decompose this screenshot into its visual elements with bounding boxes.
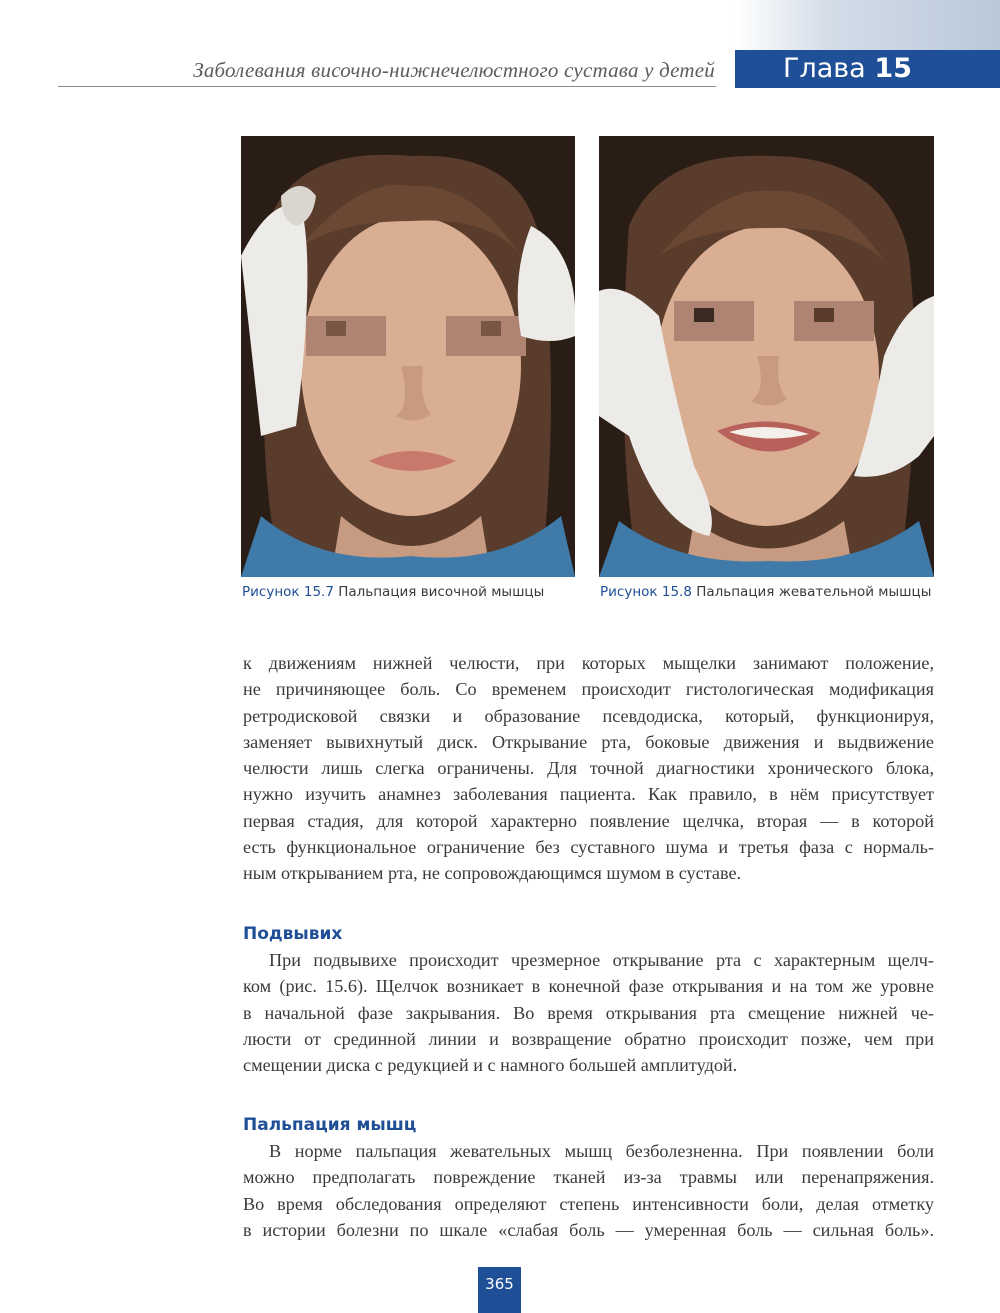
chapter-number: 15 [874, 53, 912, 84]
figure-photo-masseter-palpation [599, 136, 934, 577]
running-header-title: Заболевания височно-нижнечелюстного сустава у детей [193, 58, 715, 82]
text-line: люсти от срединной линии и возвращение обратно происходит позже, чем при [243, 1028, 934, 1049]
text-line: можно предполагать повреждение тканей из-за травмы или перенапряжения. [243, 1167, 934, 1188]
body-paragraph [243, 947, 934, 1078]
text-line: ным открыванием рта, не сопровождающимся шумом в суставе. [243, 863, 742, 884]
body-paragraph [243, 650, 934, 887]
section-heading: Пальпация мышц [243, 1115, 417, 1135]
text-line: в начальной фазе закрывания. Во время открывания рта смещение нижней че- [243, 1002, 934, 1023]
text-line: В норме пальпация жевательных мышц безболезненна. При появлении боли [269, 1141, 934, 1161]
figure-caption-text: Пальпация жевательной мышцы [696, 584, 932, 600]
text-line: нужно изучить анамнез заболевания пациента. Как правило, в нём присутствует [243, 784, 934, 805]
photo-illustration [599, 136, 934, 577]
figure-caption [242, 584, 544, 600]
figure-photo-temporal-palpation [241, 136, 575, 577]
text-line: есть функциональное ограничение без суставного шума и третья фаза с нормаль- [243, 837, 934, 858]
figure-caption-text: Пальпация височной мышцы [338, 584, 545, 600]
text-line: не причиняющее боль. Со временем происходит гистологическая модификация [243, 679, 934, 700]
text-line: к движениям нижней челюсти, при которых мыщелки занимают положение, [243, 653, 934, 673]
text-line: При подвывихе происходит чрезмерное открывание рта с характерным щелч- [269, 950, 934, 970]
figure-caption [600, 584, 931, 600]
section-heading: Подвывих [243, 924, 343, 944]
figure-number: Рисунок 15.8 [600, 584, 692, 600]
photo-illustration [241, 136, 575, 577]
text-line: Во время обследования определяют степень интенсивности боли, делая отметку [243, 1193, 934, 1214]
text-line: заменяет вывихнутый диск. Открывание рта, боковые движения и выдвижение [243, 731, 934, 752]
text-line: в истории болезни по шкале «слабая боль — умеренная боль — сильная боль». [243, 1219, 934, 1240]
text-line: челюсти лишь слегка ограничены. Для точной диагностики хронического блока, [243, 758, 934, 779]
text-line: ком (рис. 15.6). Щелчок возникает в конечной фазе открывания и на том же уровне [243, 976, 934, 997]
chapter-label: Глава [783, 53, 866, 84]
page-number: 365 [478, 1267, 521, 1313]
text-line: смещении диска с редукцией и с намного большей амплитудой. [243, 1055, 738, 1076]
header-decoration [735, 0, 1000, 52]
body-paragraph [243, 1138, 934, 1243]
text-line: ретродисковой связки и образование псевдодиска, который, функционируя, [243, 705, 934, 726]
figure-number: Рисунок 15.7 [242, 584, 334, 600]
chapter-badge [735, 50, 1000, 88]
text-line: первая стадия, для которой характерно появление щелчка, вторая — в которой [243, 810, 934, 831]
header-rule [58, 86, 716, 87]
